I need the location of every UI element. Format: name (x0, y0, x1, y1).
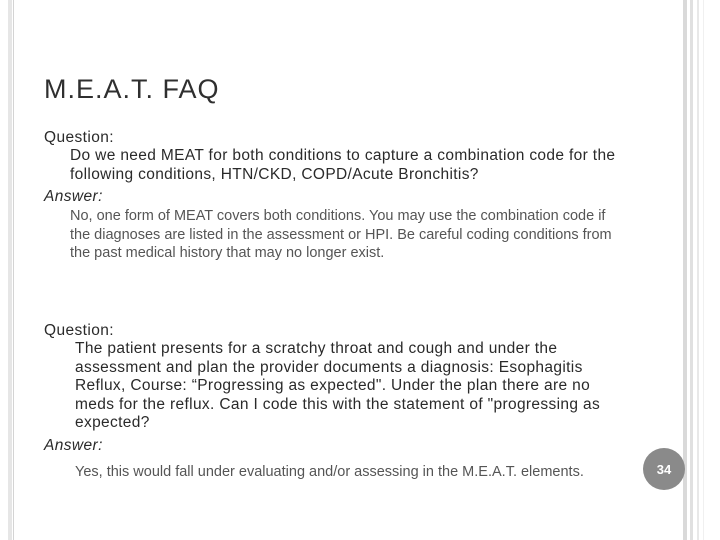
answer-text: Yes, this would fall under evaluating and/or assessing in the M.E.A.T. elements. (75, 463, 584, 480)
question-text: The patient presents for a scratchy throat and cough and under the assessment and plan the provider documents a diagnosis: Esophagitis Reflux, Course: “Progressing as expected". Under the plan there are no meds for the reflux. Can I code this with the statement of "progressing as expected? (75, 340, 601, 431)
right-frame-bar (703, 0, 704, 540)
right-frame-bar (683, 0, 687, 540)
left-frame-line (13, 0, 14, 540)
question-label: Question: (44, 129, 114, 146)
answer-text: No, one form of MEAT covers both conditions. You may use the combination code if the diagnoses are listed in the assessment or HPI. Be careful coding conditions from the past medical history that may no longer exist. (70, 208, 612, 261)
question-label: Question: (44, 322, 114, 339)
left-frame-bar (8, 0, 12, 540)
slide-title: M.E.A.T. FAQ (44, 74, 220, 104)
answer-label: Answer: (44, 436, 103, 454)
qa-block-2 (44, 321, 624, 481)
qa-block-1 (44, 128, 624, 263)
answer-label: Answer: (44, 188, 103, 205)
page-number-badge: 34 (643, 448, 685, 490)
right-frame-bar (697, 0, 699, 540)
right-frame-bar (690, 0, 693, 540)
question-text: Do we need MEAT for both conditions to capture a combination code for the following conditions, HTN/CKD, COPD/Acute Bronchitis? (70, 147, 616, 183)
